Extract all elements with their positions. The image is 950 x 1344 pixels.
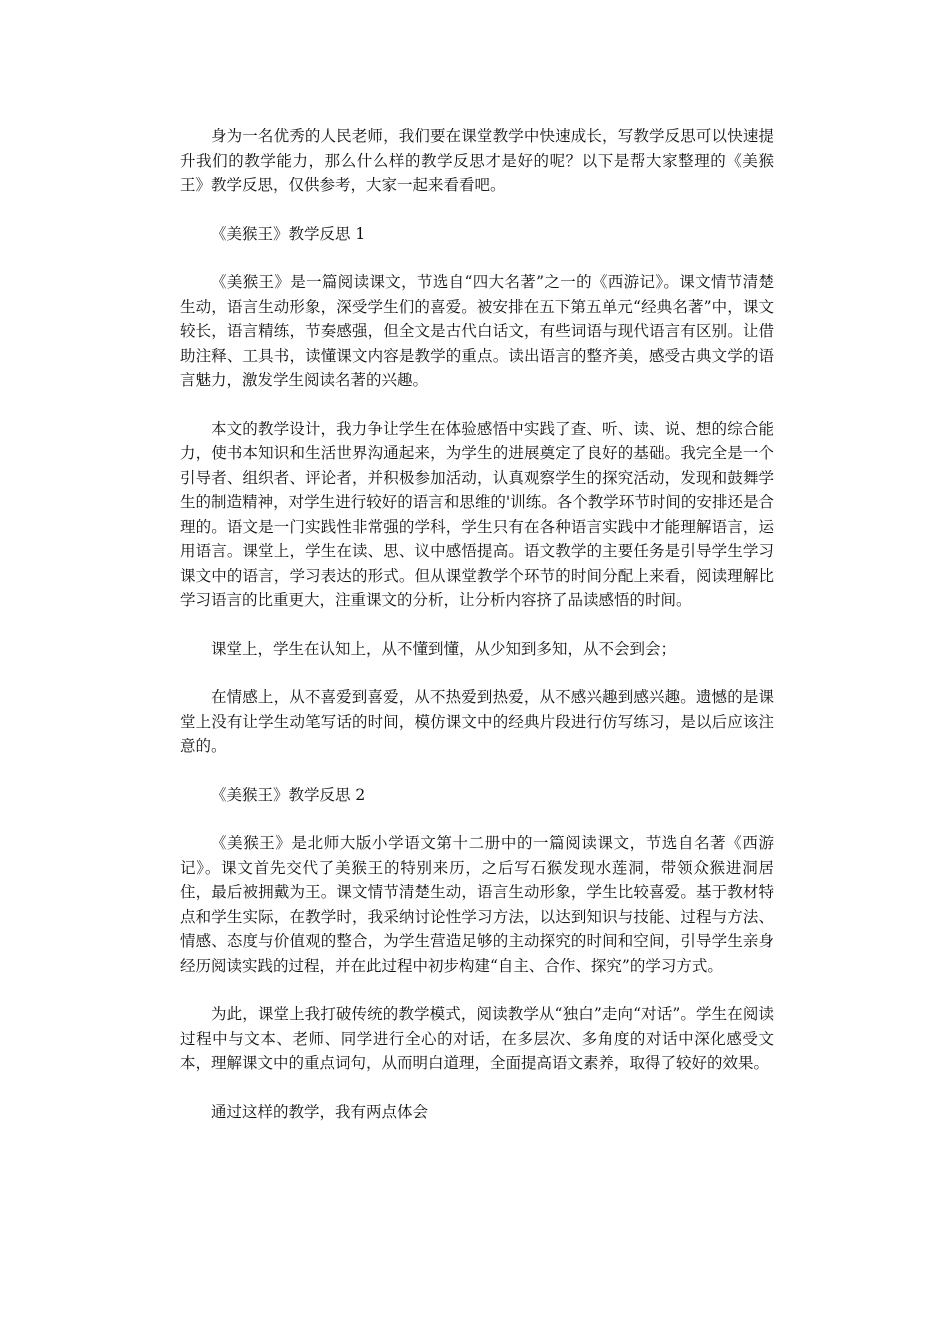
body-paragraph: 课堂上，学生在认知上，从不懂到懂，从少知到多知，从不会到会； bbox=[211, 639, 677, 658]
intro-paragraph: 身为一名优秀的人民老师，我们要在课堂教学中快速成长，写教学反思可以快速提升我们的教学能力，那么什么样的教学反思才是好的呢？以下是帮大家整理的《美猴王》教学反思，仅供参考，大家一起来看看吧。 bbox=[180, 127, 774, 194]
body-paragraph: 为此，课堂上我打破传统的教学模式，阅读教学从“独白”走向“对话”。学生在阅读过程中与文本、老师、同学进行全心的对话，在多层次、多角度的对话中深化感受文本，理解课文中的重点词句，从而明白道理，全面提高语文素养，取得了较好的效果。 bbox=[180, 1005, 774, 1072]
body-paragraph: 《美猴王》是一篇阅读课文，节选自“四大名著”之一的《西游记》。课文情节清楚生动，语言生动形象，深受学生们的喜爱。被安排在五下第五单元“经典名著”中，课文较长，语言精练，节奏感强，但全文是古代白话文，有些词语与现代语言有区别。让借助注释、工具书，读懂课文内容是教学的重点。读出语言的整齐美，感受古典文学的语言魅力，激发学生阅读名著的兴趣。 bbox=[180, 273, 774, 389]
section-heading-1: 《美猴王》教学反思 1 bbox=[211, 224, 366, 243]
section-heading-2: 《美猴王》教学反思 2 bbox=[211, 785, 366, 804]
body-paragraph: 本文的教学设计，我力争让学生在体验感悟中实践了查、听、读、说、想的综合能力，使书本知识和生活世界沟通起来，为学生的进展奠定了良好的基础。我完全是一个引导者、组织者、评论者，并积极参加活动，认真观察学生的探究活动，发现和鼓舞学生的制造精神，对学生进行较好的语言和思维的'训练。各个教学环节时间的安排还是合理的。语文是一门实践性非常强的学科，学生只有在各种语言实践中才能理解语言，运用语言。课堂上，学生在读、思、议中感悟提高。语文教学的主要任务是引导学生学习课文中的语言，学习表达的形式。但从课堂教学个环节的时间分配上来看，阅读理解比学习语言的比重更大，注重课文的分析，让分析内容挤了品读感悟的时间。 bbox=[180, 419, 774, 609]
document-page bbox=[180, 124, 774, 1148]
body-paragraph: 在情感上，从不喜爱到喜爱，从不热爱到热爱，从不感兴趣到感兴趣。遗憾的是课堂上没有让学生动笔写话的时间，模仿课文中的经典片段进行仿写练习，是以后应该注意的。 bbox=[180, 688, 774, 755]
body-paragraph: 《美猴王》是北师大版小学语文第十二册中的一篇阅读课文，节选自名著《西游记》。课文首先交代了美猴王的特别来历，之后写石猴发现水莲洞，带领众猴进洞居住，最后被拥戴为王。课文情节清楚生动，语言生动形象，学生比较喜爱。基于教材特点和学生实际，在教学时，我采纳讨论性学习方法，以达到知识与技能、过程与方法、情感、态度与价值观的整合，为学生营造足够的主动探究的时间和空间，引导学生亲身经历阅读实践的过程，并在此过程中初步构建“自主、合作、探究”的学习方式。 bbox=[180, 834, 774, 975]
body-paragraph: 通过这样的教学，我有两点体会 bbox=[211, 1102, 429, 1121]
